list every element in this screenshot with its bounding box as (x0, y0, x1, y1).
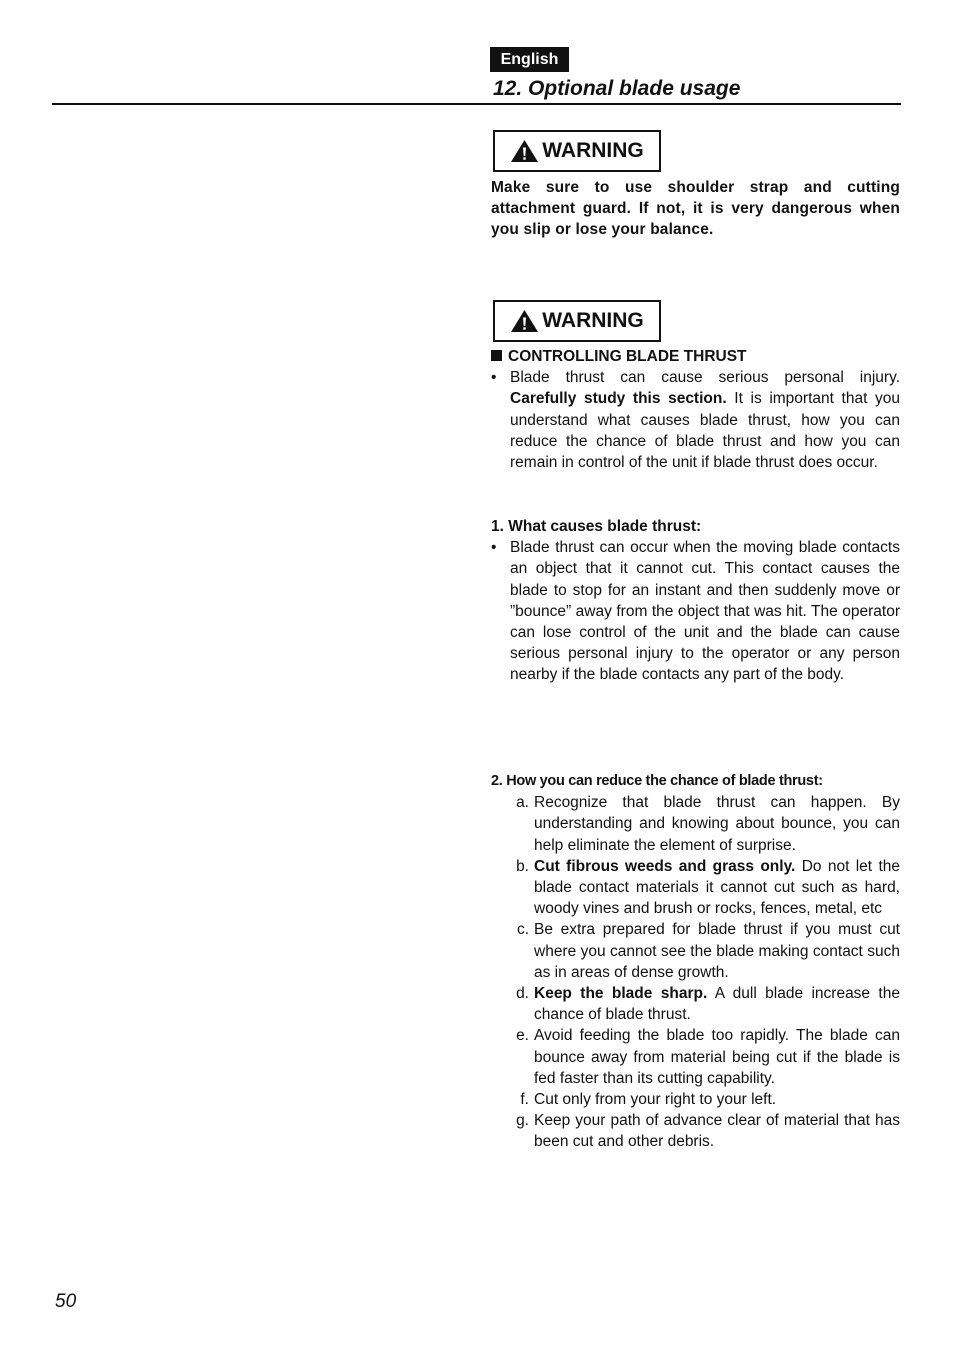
list-item-text: Recognize that blade thrust can happen. By understanding and knowing about bounce, you can help eliminate the element of surprise. (534, 794, 900, 854)
reduce-list (491, 792, 900, 1152)
list-item-text: Keep your path of advance clear of material that has been cut and other debris. (534, 1112, 900, 1151)
warning-box-2 (493, 300, 661, 342)
blade-thrust-section (491, 346, 900, 473)
reduce-section (491, 771, 900, 1153)
heading-text: CONTROLLING BLADE THRUST (508, 348, 747, 365)
language-tab: English (490, 47, 569, 72)
list-marker: d. (516, 985, 529, 1003)
intro-paragraph (491, 367, 900, 473)
section-heading (491, 346, 900, 367)
list-item-text: Be extra prepared for blade thrust if you must cut where you cannot see the blade making contact such as in areas of dense growth. (534, 921, 900, 981)
warning-triangle-icon (510, 309, 539, 333)
list-item-text: A dull blade increase the chance of blade thrust. (534, 985, 900, 1024)
intro-text-1: Blade thrust can cause serious personal injury. (510, 369, 900, 387)
list-item-text: Avoid feeding the blade too rapidly. The blade can bounce away from material being cut if the blade is fed faster than its cutting capability. (534, 1027, 900, 1087)
list-marker: f. (520, 1091, 529, 1109)
list-marker: a. (516, 794, 529, 812)
section-title: 12. Optional blade usage (493, 77, 741, 100)
list-item (491, 1025, 900, 1089)
list-item (491, 1110, 900, 1152)
list-marker: e. (516, 1027, 529, 1045)
intro-text-2: It is important that you understand what causes blade thrust, how you can reduce the chance of blade thrust and how you can remain in control of the unit if blade thrust does occur. (510, 390, 901, 472)
list-item-text: Cut only from your right to your left. (534, 1091, 777, 1109)
list-item (491, 919, 900, 983)
list-item (491, 1089, 900, 1110)
warning-triangle-icon (510, 139, 539, 163)
warning-label: WARNING (542, 139, 644, 162)
square-bullet-icon (491, 350, 502, 361)
list-item (491, 856, 900, 920)
list-marker: c. (516, 921, 529, 939)
list-item-text: Do not let the blade contact materials it cannot cut such as hard, woody vines and brush or rocks, fences, metal, etc (534, 857, 900, 918)
intro-bold-text: Carefully study this section. (510, 390, 727, 408)
causes-section (491, 516, 900, 686)
warning-text: Make sure to use shoulder strap and cutting attachment guard. If not, it is very dangerous when you slip or lose your balance. (491, 179, 900, 239)
causes-paragraph: • Blade thrust can occur when the moving blade contacts an object that it cannot cut. This contact causes the blade to stop for an instant and then suddenly move or ”bounce” away from the object that was hit. The operator can lose control of the unit and the blade can cause serious personal injury to the operator or any person nearby if the blade contacts any part of the body. (491, 537, 900, 685)
reduce-heading: 2. How you can reduce the chance of blade thrust: (491, 773, 823, 789)
list-item (491, 792, 900, 856)
list-item-bold: Keep the blade sharp. (534, 985, 708, 1003)
page-number: 50 (55, 1291, 77, 1312)
header-rule (52, 103, 901, 105)
causes-heading: 1. What causes blade thrust: (491, 518, 702, 535)
list-item (491, 983, 900, 1025)
warning-box-1 (493, 130, 661, 172)
warning-label: WARNING (542, 309, 644, 332)
list-marker: b. (516, 857, 529, 875)
list-item-bold: Cut fibrous weeds and grass only. (534, 857, 796, 875)
list-marker: g. (516, 1112, 529, 1130)
